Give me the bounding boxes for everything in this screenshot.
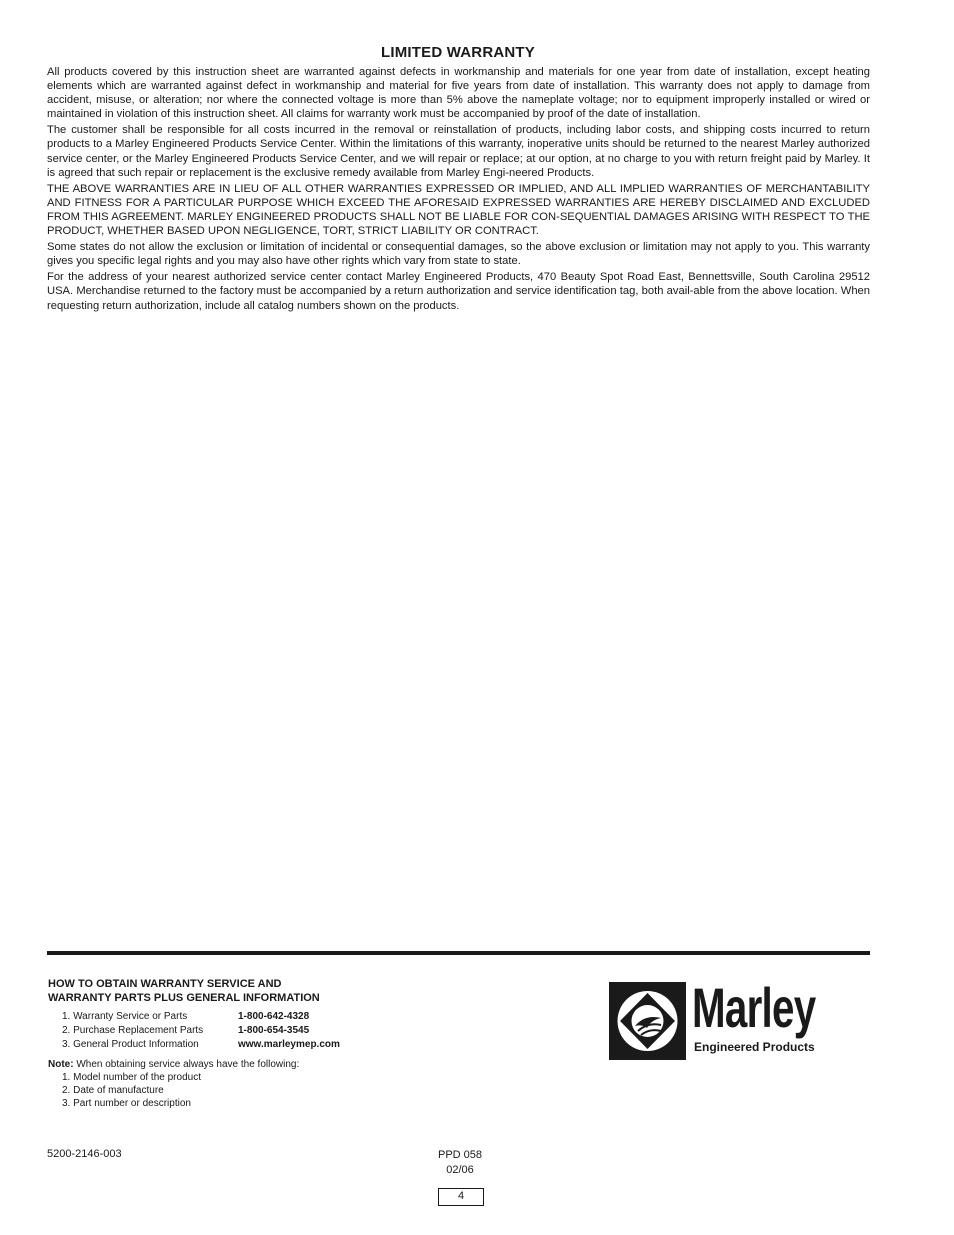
warranty-body [47,65,870,315]
note-item: 3. Part number or description [62,1098,191,1109]
revision-date: 02/06 [446,1164,474,1176]
contact-phone: 1-800-642-4328 [238,1011,310,1022]
logo-subtitle: Engineered Products [694,1040,815,1054]
ppd-number: PPD 058 [437,1149,483,1161]
warranty-paragraph: All products covered by this instruction sheet are warranted against defects in workmanship and materials for one year from date of installation, except heating elements which are warranted against defect in workmanship and material for five years from date of installation. This warranty does not apply to damage from accident, misuse, or alteration; nor where the connected voltage is more than 5% above the nameplate voltage; nor to equipment improperly installed or wired or maintained in violation of this instruction sheet. All claims for warranty work must be accompanied by proof of the date of installation. [47,66,870,121]
warranty-title: LIMITED WARRANTY [380,44,536,61]
note-item: 2. Date of manufacture [62,1085,164,1096]
service-note [48,1058,488,1071]
page-number: 4 [438,1188,484,1206]
note-text: When obtaining service always have the following: [73,1059,300,1070]
service-heading-line2: WARRANTY PARTS PLUS GENERAL INFORMATION [48,992,320,1004]
warranty-paragraph: Some states do not allow the exclusion or limitation of incidental or consequential damages, so the above exclusion or limitation may not apply to you. This warranty gives you specific legal rights and you may also have other rights which vary from state to state. [47,241,870,268]
contact-item [62,1024,488,1038]
contact-label: 2. Purchase Replacement Parts [62,1025,204,1036]
contact-label: 1. Warranty Service or Parts [62,1011,188,1022]
contact-item [62,1038,488,1052]
warranty-paragraph: For the address of your nearest authorized service center contact Marley Engineered Products, 470 Beauty Spot Road East, Bennettsville, South Carolina 29512 USA. Merchandise returned to the factory must be accompanied by a return authorization and service identification tag, both avail-able from the above location. When requesting return authorization, include all catalog numbers shown on the products. [47,271,870,312]
note-label: Note: [48,1059,74,1070]
note-list [62,1071,488,1110]
service-heading [48,977,488,1005]
ppd-code [400,1148,520,1178]
note-item: 1. Model number of the product [62,1072,201,1083]
contact-list [62,1010,488,1052]
document-number: 5200-2146-003 [47,1148,122,1160]
contact-website: www.marleymep.com [238,1039,340,1050]
marley-logo [609,976,859,1064]
logo-emblem-icon [609,982,686,1060]
section-divider [47,951,870,955]
service-info [48,977,488,1110]
warranty-paragraph: THE ABOVE WARRANTIES ARE IN LIEU OF ALL OTHER WARRANTIES EXPRESSED OR IMPLIED, AND ALL IMPLIED WARRANTIES OF MERCHANTABILITY AND FITNESS FOR A PARTICULAR PURPOSE WHICH EXCEED THE AFORESAID EXPRESSED WARRANTIES ARE HEREBY DISCLAIMED AND EXCLUDED FROM THIS AGREEMENT. MARLEY ENGINEERED PRODUCTS SHALL NOT BE LIABLE FOR CON-SEQUENTIAL DAMAGES ARISING WITH RESPECT TO THE PRODUCT, WHETHER BASED UPON NEGLIGENCE, TORT, STRICT LIABILITY OR CONTRACT. [47,182,870,238]
logo-wordmark: Marley [692,976,816,1039]
contact-item [62,1010,488,1024]
warranty-paragraph: The customer shall be responsible for all costs incurred in the removal or reinstallation of products, including labor costs, and shipping costs incurred to return products to a Marley Engineered Products Service Center. Within the limitations of this warranty, inoperative units should be returned to the nearest Marley authorized service center, or the Marley Engineered Products Service Center, and we will repair or replace; at our option, at no charge to you with return freight paid by Marley. It is agreed that such repair or replacement is the exclusive remedy available from Marley Engi-neered Products. [47,124,870,179]
service-heading-line1: HOW TO OBTAIN WARRANTY SERVICE AND [48,978,282,990]
contact-phone: 1-800-654-3545 [238,1025,310,1036]
contact-label: 3. General Product Information [62,1039,199,1050]
